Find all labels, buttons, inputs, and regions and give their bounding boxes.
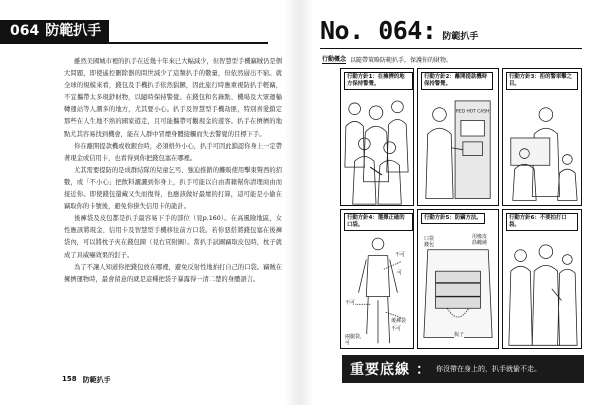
entry-title: 防範扒手 <box>442 32 479 42</box>
panel-label: 行動方針4：選擇正確的口袋。 <box>344 213 413 231</box>
concept-tag: 行動概念 <box>322 56 347 63</box>
entry-number: No. 064: <box>320 16 437 45</box>
callout-back-ok: 不可 <box>391 326 402 332</box>
panel-label: 行動方針3：拒的警車擊之目。 <box>506 72 578 90</box>
panel-label: 行動方針1：在擁擠的地方保持警覺。 <box>344 72 413 90</box>
gutter-shadow <box>300 0 314 405</box>
bottom-line-label: 重要底線 <box>350 362 410 378</box>
right-page <box>300 0 600 405</box>
page-number: 158 <box>62 375 77 383</box>
paragraph: 為了不讓人知道你把錢包放在哪裡，避免反射性地拍打自己的口袋。竊賊在擁擠運物時，最會留意的就是這種把袋子暴露得一清二楚的身體語言。 <box>64 263 282 283</box>
panel-label: 行動方針2：離開提款機時保持警覺。 <box>421 72 493 90</box>
callout-rubber-band: 用橡皮 筋纏繞 <box>472 234 488 246</box>
illustration-panel-3 <box>502 68 582 206</box>
illustration-panel-6 <box>502 209 582 349</box>
paragraph: 尤其需要提防的是成群結隊的兒童乞丐、強迫推銷的攤販使用擊東聲西的招數，或「不小心」把飲料灑灑到你身上，扒手可能以自由書籍幫你清理商由而接近你。即使錢包還藏又失而復得，也應該做好最壞的打算，這可能是小偷在竊取你的卡號後，避免你掛失信用卡的詭計。 <box>64 166 282 211</box>
gutter-shadow <box>284 0 300 405</box>
illustration-panel-5 <box>417 209 499 349</box>
callout-comb: 梳子 <box>454 332 465 338</box>
chapter-rule <box>0 42 268 44</box>
callout-back: 後褲袋 <box>391 318 407 324</box>
chapter-number: 064 <box>10 23 40 39</box>
bottom-line-bar <box>342 355 584 383</box>
entry-heading <box>320 16 478 45</box>
body-text <box>64 56 282 286</box>
chapter-tab <box>0 20 109 42</box>
callout-bag: 兩腿袋，可 <box>345 334 366 346</box>
illustration-panel-4 <box>340 209 414 349</box>
page-folio <box>62 375 111 385</box>
illustration-panel-1 <box>340 68 414 206</box>
panel-label: 行動方針5：防竊方法。 <box>421 213 485 224</box>
bottom-line-colon: ： <box>416 362 430 378</box>
panel-label: 行動方針6：不要拍打口袋。 <box>506 213 578 231</box>
action-concept <box>322 54 452 64</box>
concept-text: 以隨帶策略防範扒手，保護你的財物。 <box>350 56 453 64</box>
wallet-illustration <box>418 210 498 348</box>
chapter-title: 防範扒手 <box>45 23 102 39</box>
bottom-line-text: 你沒帶在身上的，扒手就偷不走。 <box>436 365 541 373</box>
callout-wallet: 口袋 錢包 <box>424 236 435 248</box>
paragraph: 雖然美國城市裡的扒手在近幾十年來已大幅減少，但智慧型手機竊賊仍是個大問題，即使遙控刪除器的問世減少了這類扒手的數量，但依然層出不窮。就全球的規模來看，錢包及手機扒手依然猖獗，因此旅行時應重視防扒手輕竊，不宜攜帶太多現鈔財物，以隨時保持警覺。在錢包和名錄點、機場及大眾運輸轉運站等人潮多的地方，尤其要小心。扒手及智慧型手機劫匪，特別喜愛鎖定那些在人生地不熟的國家遊走，且可能攜帶可觀現金的遊客。扒手在擠擠的地點尤其容易找到機會，能在人群中冒煙身體接觸而失去警覺的目標下手。 <box>64 58 282 138</box>
running-head: 防範扒手 <box>82 376 111 384</box>
callout-ok-3: 不可 <box>345 300 356 306</box>
callout-ok-2: 可 <box>397 270 403 276</box>
paragraph: 後褲袋及皮包都是扒手最容易下手的部位（見p.160）。在高風險地區，女性應該將現金、信用卡及智慧型手機移往前方口袋。若你惡搭將錢包塞在後褲袋內，可以將枕子夾在錢包陳（見右頁附圖）。當扒手試圖竊取皮包時，枕子就成了具威嚇效果的釘子。 <box>64 215 282 259</box>
callout-ok-1: 不可 <box>395 252 406 258</box>
title-rule <box>320 48 582 49</box>
paragraph: 你在離開提款機或收銀台時，必須格外小心，扒手可因此鎖認你身上一定帶著現金或信用卡，也看得到你把錢包塞在哪裡。 <box>64 142 282 162</box>
atm-sign: RED HOT CASH <box>455 109 490 115</box>
illustration-panel-2 <box>417 68 499 206</box>
